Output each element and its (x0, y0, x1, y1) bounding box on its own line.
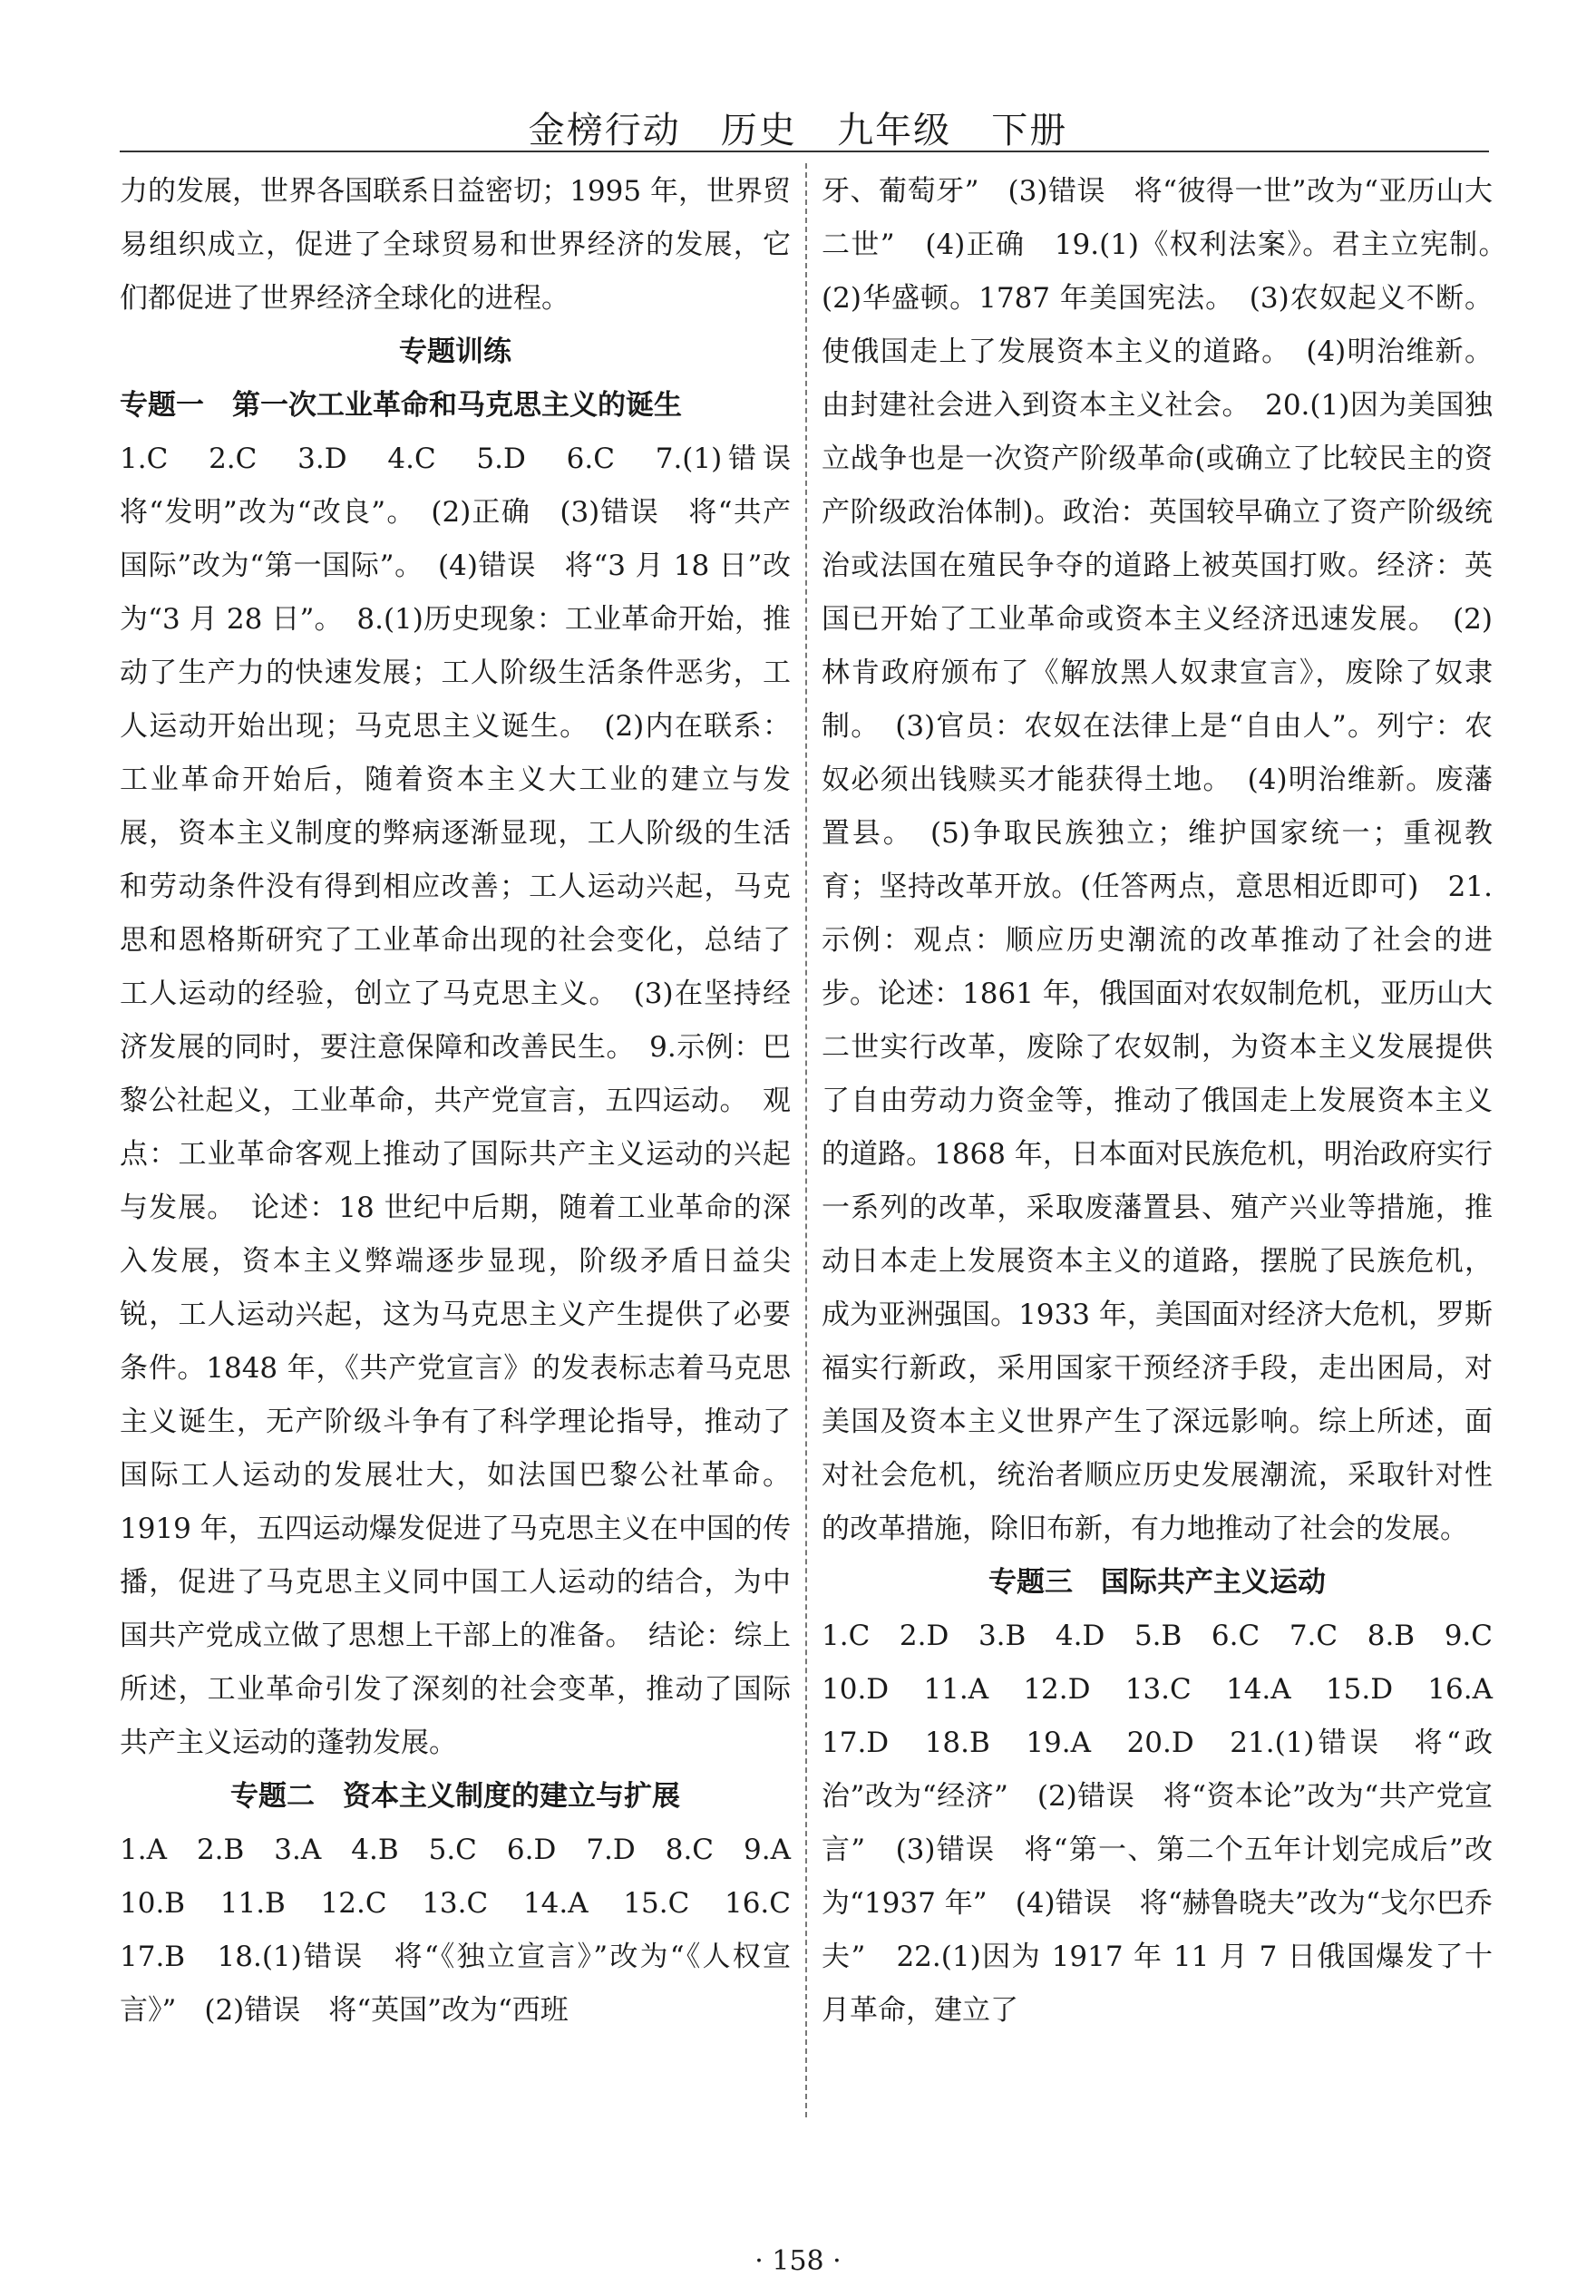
topic1-answers: 1.C 2.C 3.D 4.C 5.D 6.C 7.(1)错误 将“发明”改为“改良”。 (2)正确 (3)错误 将“共产国际”改为“第一国际”。 (4)错误 将“3 月 18 日”改为“3 月 28 日”。 8.(1)历史现象：工业革命开始，推动了生产力的快速发展；工人阶级生活条件恶劣，工人运动开始出现；马克思主义诞生。 (2)内在联系：工业革命开始后，随着资本主义大工业的建立与发展，资本主义制度的弊病逐渐显现，工人阶级的生活和劳动条件没有得到相应改善；工人运动兴起，马克思和恩格斯研究了工业革命出现的社会变化，总结了工人运动的经验，创立了马克思主义。 (3)在坚持经济发展的同时，要注意保障和改善民生。 9.示例：巴黎公社起义，工业革命，共产党宣言，五四运动。 观点：工业革命客观上推动了国际共产主义运动的兴起与发展。 论述：18 世纪中后期，随着工业革命的深入发展，资本主义弊端逐步显现，阶级矛盾日益尖锐，工人运动兴起，这为马克思主义产生提供了必要条件。1848 年，《共产党宣言》的发表标志着马克思主义诞生，无产阶级斗争有了科学理论指导，推动了国际工人运动的发展壮大，如法国巴黎公社革命。1919 年，五四运动爆发促进了马克思主义在中国的传播，促进了马克思主义同中国工人运动的结合，为中国共产党成立做了思想上干部上的准备。 结论：综上所述，工业革命引发了深刻的社会变革，推动了国际共产主义运动的蓬勃发展。 (120, 443, 819, 1759)
topic3-answers: 1.C 2.D 3.B 4.D 5.B 6.C 7.C 8.B 9.C 10.D 11.A 12.D 13.C 14.A 15.D 16.A 17.D 18.B 19.A 20.D 21.(1)错误 将“政治”改为“经济” (2)错误 将“资本论”改为“共产党宣言” (3)错误 将“第一、第二个五年计划完成后”改为“1937 年” (4)错误 将“赫鲁晓夫”改为“戈尔巴乔夫” 22.(1)因为 1917 年 11 月 7 日俄国爆发了十月革命，建立了 (822, 1620, 1521, 2027)
training-title: 专题训练 (399, 336, 511, 368)
topic3-title: 专题三 国际共产主义运动 (988, 1566, 1326, 1599)
intro-paragraph: 力的发展，世界各国联系日益密切；1995 年，世界贸易组织成立，促进了全球贸易和世界经济的发展，它们都促进了世界经济全球化的进程。 (120, 175, 791, 315)
topic2-answers: 1.A 2.B 3.A 4.B 5.C 6.D 7.D 8.C 9.A 10.B 11.B 12.C 13.C 14.A 15.C 16.C 17.B 18.(1)错误 将“《独立宣言》”改为“《人权宣言》” (2)错误 将“英国”改为“西班 (120, 1834, 819, 2027)
topic1-title: 专题一 第一次工业革命和马克思主义的诞生 (120, 389, 682, 422)
topic2-answers-continued: 牙、葡萄牙” (3)错误 将“彼得一世”改为“亚历山大二世” (4)正确 19.(1)《权利法案》。君主立宪制。 (2)华盛顿。1787 年美国宪法。 (3)农奴起义不断。使俄国走上了发展资本主义的道路。 (4)明治维新。由封建社会进入到资本主义社会。 20.(1)因为美国独立战争也是一次资产阶级革命(或确立了比较民主的资产阶级政治体制)。政治：英国较早确立了资产阶级统治或法国在殖民争夺的道路上被英国打败。经济：英国已开始了工业革命或资本主义经济迅速发展。 (2)林肯政府颁布了《解放黑人奴隶宣言》，废除了奴隶制。 (3)官员：农奴在法律上是“自由人”。列宁：农奴必须出钱赎买才能获得土地。 (4)明治维新。废藩置县。 (5)争取民族独立；维护国家统一；重视教育；坚持改革开放。(任答两点，意思相近即可) 21.示例：观点：顺应历史潮流的改革推动了社会的进步。论述：1861 年，俄国面对农奴制危机，亚历山大二世实行改革，废除了农奴制，为资本主义发展提供了自由劳动力资金等，推动了俄国走上发展资本主义的道路。1868 年，日本面对民族危机，明治政府实行一系列的改革，采取废藩置县、殖产兴业等措施，推动日本走上发展资本主义的道路，摆脱了民族危机，成为亚洲强国。1933 年，美国面对经济大危机，罗斯福实行新政，采用国家干预经济手段，走出困局，对美国及资本主义世界产生了深远影响。综上所述，面对社会危机，统治者顺应历史发展潮流，采取针对性的改革措施，除旧布新，有力地推动了社会的发展。 (822, 175, 1521, 1545)
right-column (822, 165, 1521, 2038)
left-column (120, 165, 819, 2038)
page-header (0, 102, 1596, 153)
header-rule (120, 151, 1489, 152)
page-number: · 158 · (754, 2245, 842, 2277)
topic2-title: 专题二 资本主义制度的建立与扩展 (230, 1780, 680, 1813)
volume: 下册 (991, 110, 1068, 151)
subject: 历史 (720, 110, 797, 151)
grade: 九年级 (837, 110, 952, 151)
book-title: 金榜行动 (528, 110, 681, 151)
